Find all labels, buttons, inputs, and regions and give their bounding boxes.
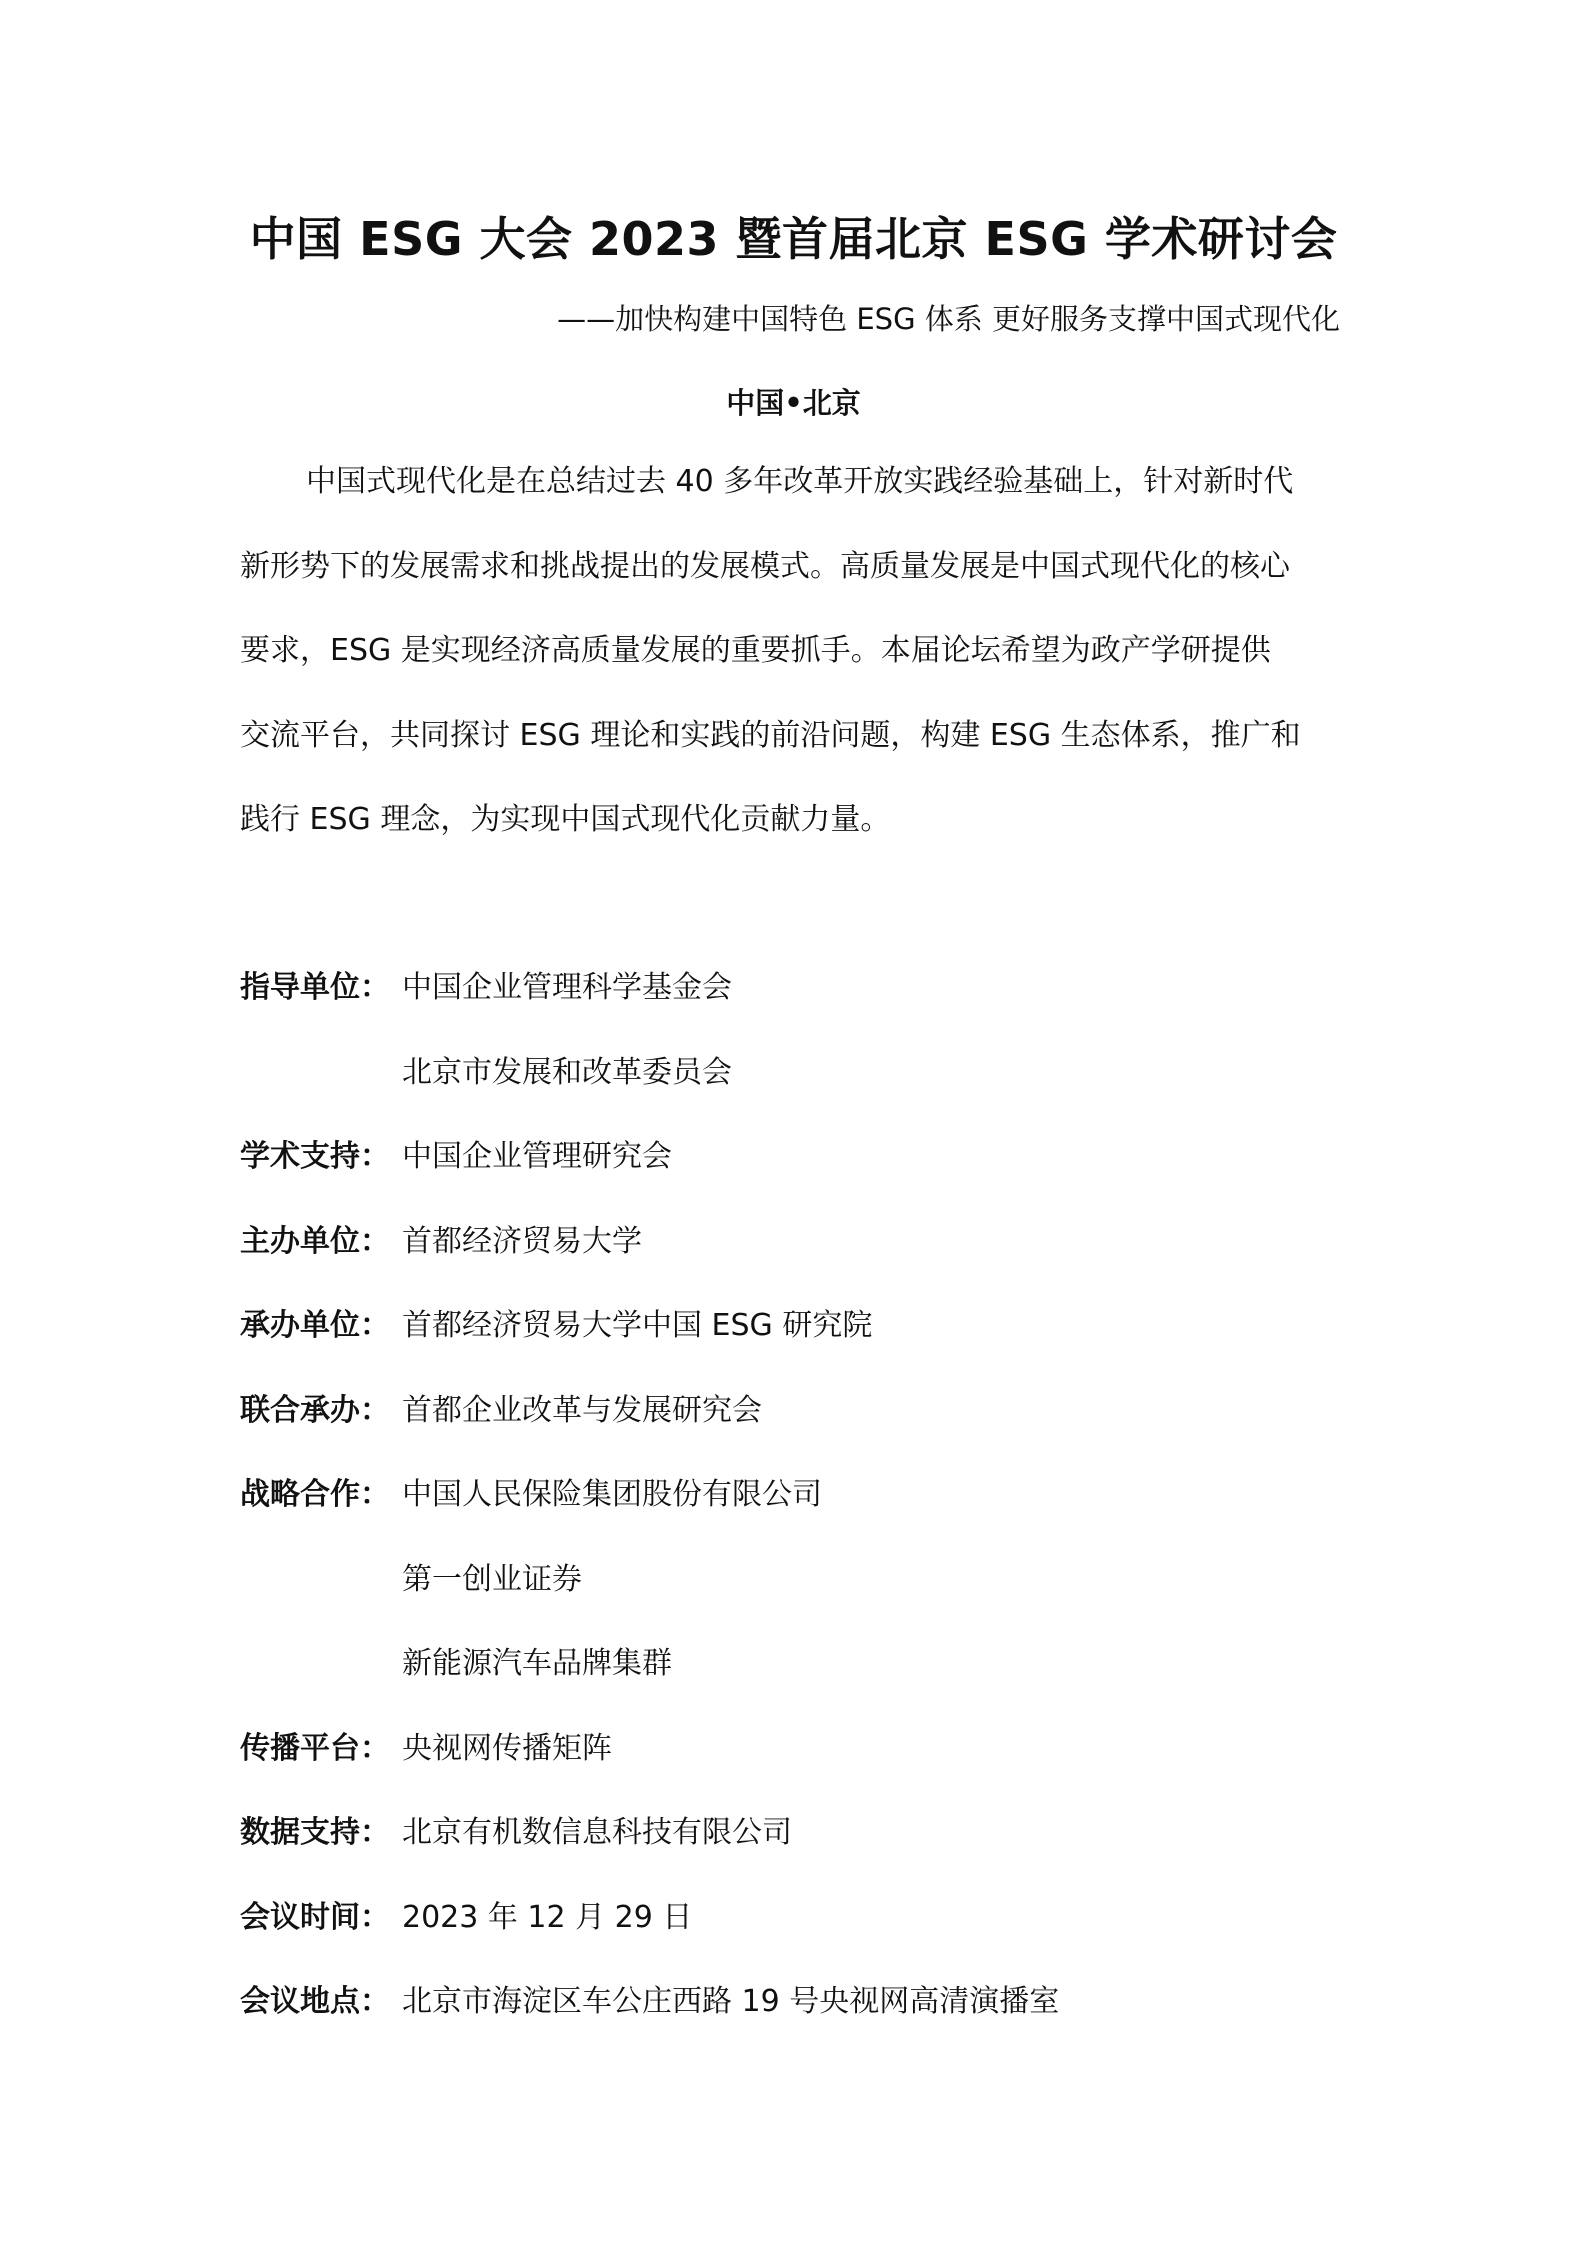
intro-line: 践行 ESG 理念，为实现中国式现代化贡献力量。 — [240, 802, 891, 837]
intro-line: 交流平台，共同探讨 ESG 理论和实践的前沿问题，构建 ESG 生态体系，推广和 — [240, 717, 1301, 753]
info-row-host — [240, 1220, 1360, 1305]
location-heading: 中国•北京 — [726, 386, 861, 420]
intro-paragraph — [240, 460, 1360, 883]
info-label: 数据支持： — [240, 1815, 390, 1850]
info-value: 中国人民保险集团股份有限公司 — [402, 1477, 822, 1512]
info-label: 主办单位： — [240, 1223, 390, 1259]
info-row-strategic-partner-2 — [240, 1558, 1360, 1643]
info-label: 会议地点： — [240, 1984, 390, 2019]
info-row-meeting-time — [240, 1896, 1360, 1981]
info-value: 第一创业证券 — [402, 1561, 582, 1597]
intro-line: 新形势下的发展需求和挑战提出的发展模式。高质量发展是中国式现代化的核心 — [240, 548, 1290, 584]
info-row-academic-support — [240, 1135, 1360, 1220]
info-value: 北京市海淀区车公庄西路 19 号央视网高清演播室 — [402, 1984, 1060, 2019]
info-label: 联合承办： — [240, 1392, 390, 1428]
page-subtitle: ——加快构建中国特色 ESG 体系 更好服务支撑中国式现代化 — [557, 302, 1340, 336]
event-info-list — [240, 966, 1360, 2065]
info-value: 中国企业管理研究会 — [402, 1139, 672, 1174]
info-row-meeting-venue — [240, 1980, 1360, 2065]
info-value: 2023 年 12 月 29 日 — [402, 1899, 693, 1935]
info-label: 指导单位： — [240, 970, 390, 1005]
intro-line: 要求，ESG 是实现经济高质量发展的重要抓手。本届论坛希望为政产学研提供 — [240, 633, 1271, 668]
info-row-data-support — [240, 1811, 1360, 1896]
info-row-media-platform — [240, 1727, 1360, 1812]
info-value: 北京有机数信息科技有限公司 — [402, 1815, 792, 1850]
info-row-guidance — [240, 966, 1360, 1051]
info-value: 北京市发展和改革委员会 — [402, 1054, 732, 1090]
info-value: 首都企业改革与发展研究会 — [402, 1392, 762, 1428]
page-title: 中国 ESG 大会 2023 暨首届北京 ESG 学术研讨会 — [249, 212, 1338, 266]
info-value: 首都经济贸易大学中国 ESG 研究院 — [402, 1308, 873, 1343]
intro-line: 中国式现代化是在总结过去 40 多年改革开放实践经验基础上，针对新时代 — [306, 464, 1294, 499]
info-row-guidance-2 — [240, 1051, 1360, 1136]
info-row-strategic-partner — [240, 1473, 1360, 1558]
info-row-organizer — [240, 1304, 1360, 1389]
info-label: 传播平台： — [240, 1730, 390, 1766]
info-value: 新能源汽车品牌集群 — [402, 1646, 672, 1681]
info-label: 承办单位： — [240, 1308, 390, 1343]
info-label: 战略合作： — [240, 1477, 390, 1512]
info-value: 首都经济贸易大学 — [402, 1223, 642, 1259]
info-row-strategic-partner-3 — [240, 1642, 1360, 1727]
info-label: 学术支持： — [240, 1139, 390, 1174]
info-label: 会议时间： — [240, 1899, 390, 1935]
info-value: 央视网传播矩阵 — [402, 1730, 612, 1766]
info-row-co-organizer — [240, 1389, 1360, 1474]
info-value: 中国企业管理科学基金会 — [402, 970, 732, 1005]
